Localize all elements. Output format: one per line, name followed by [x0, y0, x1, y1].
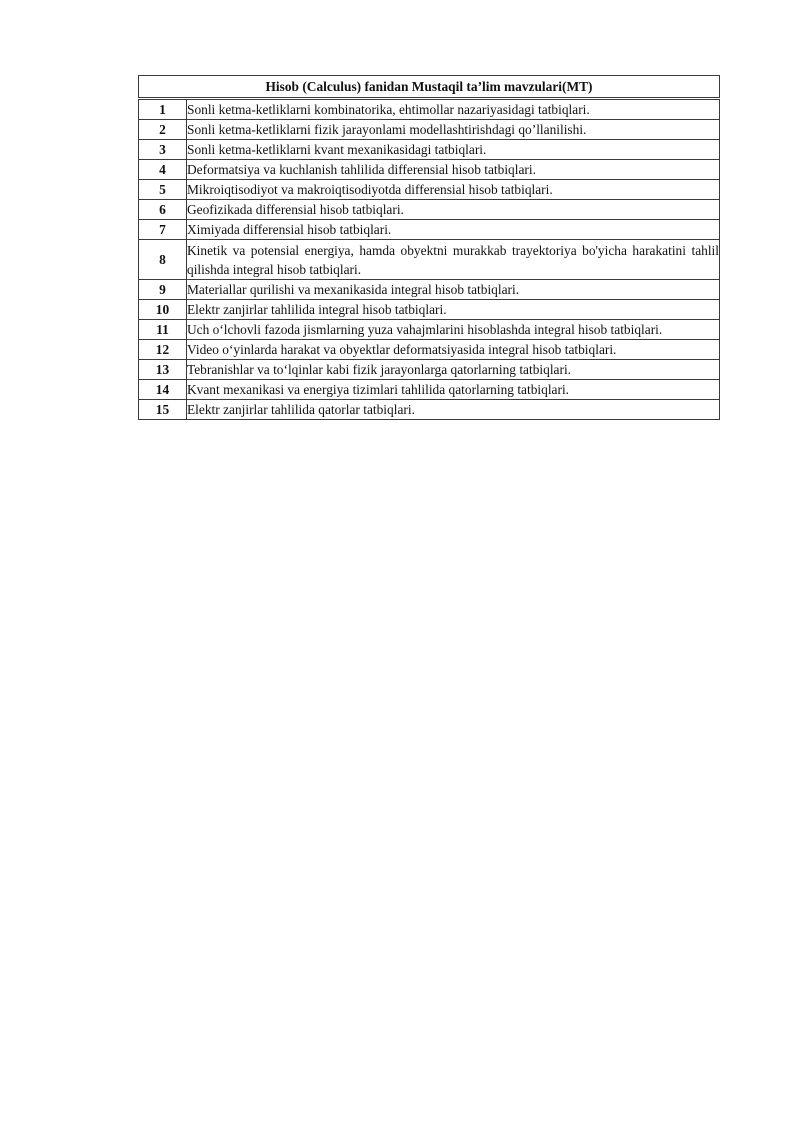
row-topic: Elektr zanjirlar tahlilida qatorlar tatbiqlari.: [187, 400, 720, 420]
row-topic: Mikroiqtisodiyot va makroiqtisodiyotda differensial hisob tatbiqlari.: [187, 180, 720, 200]
row-number: 1: [139, 99, 187, 120]
row-number: 12: [139, 340, 187, 360]
table-row: [139, 99, 720, 120]
row-topic: Geofizikada differensial hisob tatbiqlari.: [187, 200, 720, 220]
table-row: [139, 320, 720, 340]
row-number: 14: [139, 380, 187, 400]
row-number: 9: [139, 280, 187, 300]
table-row: [139, 380, 720, 400]
table-row: [139, 360, 720, 380]
row-topic: Tebranishlar va to‘lqinlar kabi fizik jarayonlarga qatorlarning tatbiqlari.: [187, 360, 720, 380]
row-topic: Ximiyada differensial hisob tatbiqlari.: [187, 220, 720, 240]
row-topic: Video o‘yinlarda harakat va obyektlar deformatsiyasida integral hisob tatbiqlari.: [187, 340, 720, 360]
row-number: 6: [139, 200, 187, 220]
row-topic: Elektr zanjirlar tahlilida integral hisob tatbiqlari.: [187, 300, 720, 320]
row-number: 7: [139, 220, 187, 240]
table-row: [139, 280, 720, 300]
row-topic: Kvant mexanikasi va energiya tizimlari tahlilida qatorlarning tatbiqlari.: [187, 380, 720, 400]
row-topic: Deformatsiya va kuchlanish tahlilida differensial hisob tatbiqlari.: [187, 160, 720, 180]
table-row: [139, 240, 720, 280]
table-row: [139, 140, 720, 160]
row-number: 3: [139, 140, 187, 160]
row-number: 13: [139, 360, 187, 380]
row-topic: Sonli ketma-ketliklarni kombinatorika, ehtimollar nazariyasidagi tatbiqlari.: [187, 99, 720, 120]
table-header-row: [139, 76, 720, 99]
table-row: [139, 180, 720, 200]
row-number: 15: [139, 400, 187, 420]
table-row: [139, 400, 720, 420]
row-number: 8: [139, 240, 187, 280]
row-number: 4: [139, 160, 187, 180]
table-row: [139, 120, 720, 140]
row-topic: Uch o‘lchovli fazoda jismlarning yuza vahajmlarini hisoblashda integral hisob tatbiqlari.: [187, 320, 720, 340]
table-row: [139, 160, 720, 180]
row-number: 10: [139, 300, 187, 320]
table-title: Hisob (Calculus) fanidan Mustaqil ta’lim mavzulari(MT): [139, 76, 720, 99]
row-topic: Sonli ketma-ketliklarni kvant mexanikasidagi tatbiqlari.: [187, 140, 720, 160]
row-number: 2: [139, 120, 187, 140]
table-row: [139, 340, 720, 360]
row-topic: Materiallar qurilishi va mexanikasida integral hisob tatbiqlari.: [187, 280, 720, 300]
topics-table: [138, 75, 720, 420]
table-row: [139, 200, 720, 220]
row-number: 11: [139, 320, 187, 340]
row-topic: Sonli ketma-ketliklarni fizik jarayonlami modellashtirishdagi qo’llanilishi.: [187, 120, 720, 140]
table-row: [139, 300, 720, 320]
row-topic: Kinetik va potensial energiya, hamda obyektni murakkab trayektoriya bo'yicha harakatini tahlil qilishda integral hisob tatbiqlari.: [187, 240, 720, 280]
table-row: [139, 220, 720, 240]
row-number: 5: [139, 180, 187, 200]
